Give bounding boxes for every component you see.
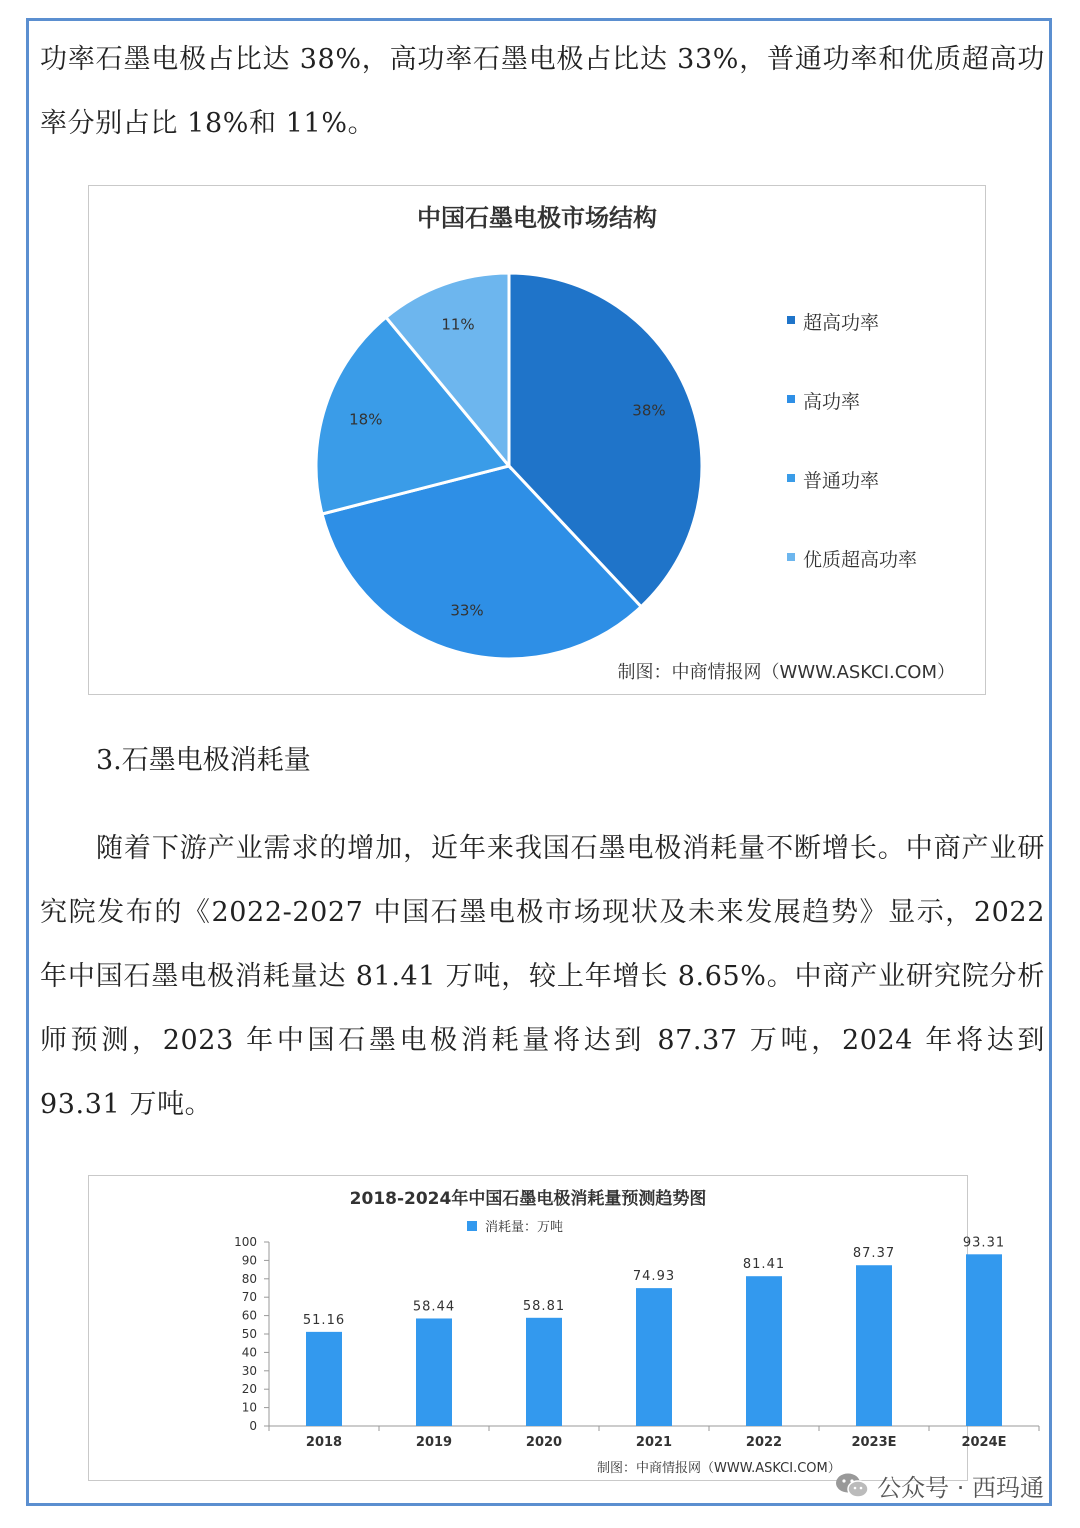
- legend-label: 高功率: [803, 391, 861, 413]
- y-tick-label: 30: [241, 1363, 257, 1378]
- bar-data-label: 58.81: [522, 1298, 566, 1314]
- bar-data-label: 51.16: [302, 1312, 346, 1328]
- bar: [856, 1265, 892, 1426]
- y-tick-label: 80: [241, 1271, 257, 1286]
- paragraph-mid: 随着下游产业需求的增加，近年来我国石墨电极消耗量不断增长。中商产业研究院发布的《2022-2027 中国石墨电极市场现状及未来发展趋势》显示，2022 年中国石墨电极消耗量达 81.41 万吨，较上年增长 8.65%。中商产业研究院分析师预测，2023 年中国石墨电极消耗量将达到 87.37 万吨，2024 年将达到 93.31 万吨。: [40, 833, 1045, 1120]
- pie-chart-title: 中国石墨电极市场结构: [417, 204, 657, 232]
- bar: [966, 1254, 1002, 1426]
- legend-label: 普通功率: [803, 470, 880, 492]
- x-tick-label: 2021: [635, 1435, 673, 1450]
- legend-label: 优质超高功率: [803, 549, 918, 571]
- pie-data-label: 18%: [349, 410, 383, 429]
- legend-label: 消耗量：万吨: [485, 1220, 564, 1235]
- bar-chart-title: 2018-2024年中国石墨电极消耗量预测趋势图: [349, 1189, 707, 1209]
- x-tick-label: 2023E: [851, 1435, 897, 1450]
- x-tick-label: 2024E: [961, 1435, 1007, 1450]
- bar: [306, 1332, 342, 1426]
- legend-item: [787, 308, 917, 387]
- bar-chart-panel: [88, 1175, 1007, 1481]
- bar: [636, 1288, 672, 1426]
- x-tick-label: 2022: [745, 1435, 783, 1450]
- footer-text: 公众号 · 西玛通: [877, 1474, 1044, 1502]
- bar: [746, 1276, 782, 1426]
- paragraph-top: 功率石墨电极占比达 38%，高功率石墨电极占比达 33%，普通功率和优质超高功率分别占比 18%和 11%。: [40, 44, 1045, 139]
- pie-chart-panel: [88, 185, 986, 695]
- x-tick-label: 2019: [415, 1435, 453, 1450]
- y-tick-label: 10: [241, 1400, 257, 1415]
- bar-chart-credit: 制图：中商情报网（WWW.ASKCI.COM）: [597, 1461, 841, 1476]
- y-tick-label: 40: [241, 1345, 257, 1360]
- section-heading: 3.石墨电极消耗量: [96, 745, 311, 776]
- bar-data-label: 87.37: [852, 1246, 896, 1262]
- pie-data-label: 11%: [441, 315, 475, 334]
- bar: [526, 1318, 562, 1426]
- bar-data-label: 74.93: [632, 1269, 676, 1285]
- y-tick-label: 100: [234, 1235, 257, 1249]
- legend-item: [787, 545, 917, 624]
- y-tick-label: 50: [241, 1327, 257, 1341]
- y-tick-label: 90: [241, 1253, 257, 1268]
- x-tick-label: 2018: [305, 1435, 343, 1450]
- y-tick-label: 0: [249, 1419, 257, 1433]
- legend-label: 超高功率: [803, 312, 880, 334]
- legend-swatch: [787, 553, 795, 561]
- pie-legend: [787, 308, 917, 624]
- pie-data-label: 38%: [632, 401, 666, 420]
- bar-chart: [89, 1176, 1007, 1482]
- legend-swatch: [787, 474, 795, 482]
- bar-data-label: 58.44: [412, 1299, 456, 1315]
- y-tick-label: 70: [241, 1290, 257, 1305]
- bar-data-label: 93.31: [962, 1235, 1006, 1251]
- wechat-icon: [835, 1472, 869, 1500]
- footer-account: [835, 1468, 1044, 1503]
- x-tick-label: 2020: [525, 1435, 563, 1450]
- bar: [416, 1318, 452, 1426]
- pie-data-label: 33%: [450, 601, 484, 620]
- y-tick-label: 60: [241, 1308, 257, 1323]
- legend-swatch: [787, 316, 795, 324]
- legend-swatch: [787, 395, 795, 403]
- y-tick-label: 20: [241, 1382, 257, 1397]
- bar-data-label: 81.41: [742, 1257, 786, 1273]
- legend-item: [787, 387, 917, 466]
- legend-item: [787, 466, 917, 545]
- pie-chart-credit: 制图：中商情报网（WWW.ASKCI.COM）: [617, 662, 955, 683]
